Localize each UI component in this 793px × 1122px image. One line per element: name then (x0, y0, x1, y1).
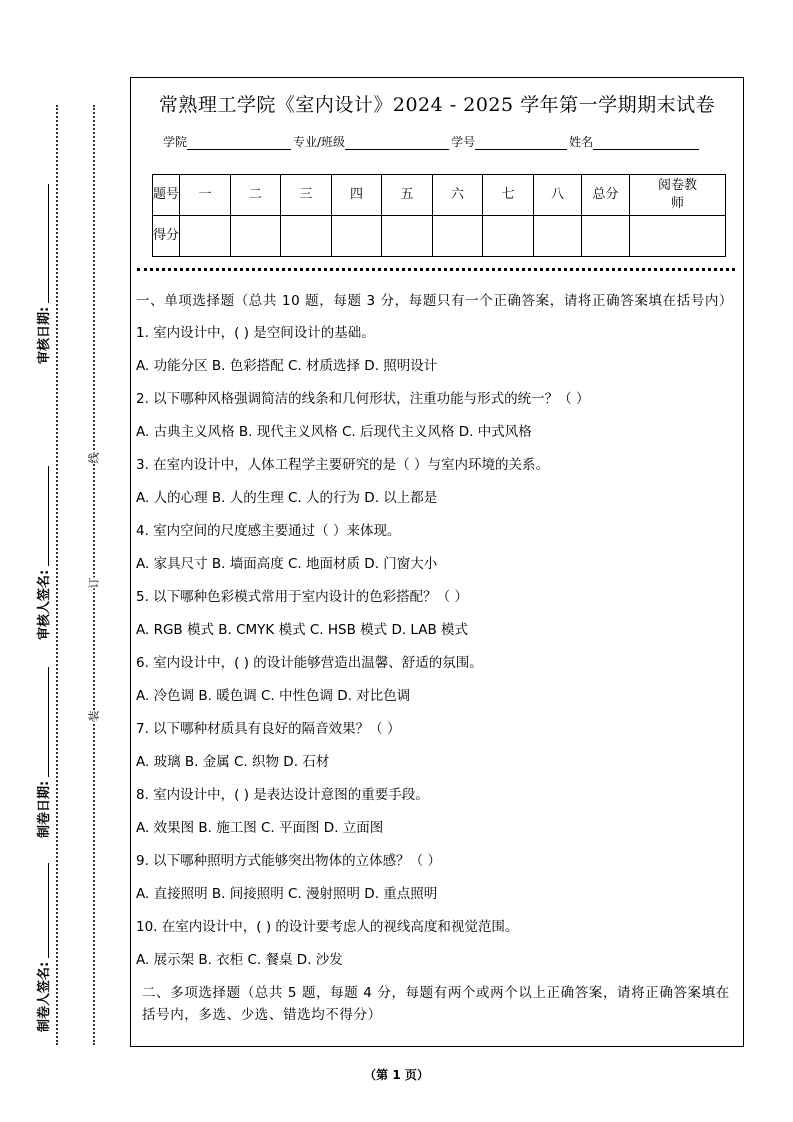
student-id-field[interactable] (475, 137, 567, 150)
question: 1. 室内设计中，( ) 是空间设计的基础。 (136, 325, 375, 341)
score-cell[interactable] (630, 216, 726, 257)
exam-title: 常熟理工学院《室内设计》2024 - 2025 学年第一学期期末试卷 (158, 94, 716, 116)
score-row-label: 得分 (153, 216, 180, 257)
question-options: A. 展示架 B. 衣柜 C. 餐桌 D. 沙发 (136, 952, 343, 968)
score-header-cell: 六 (433, 175, 483, 216)
binding-dotted-line-inner (93, 105, 95, 1045)
question: 6. 室内设计中，( ) 的设计能够营造出温馨、舒适的氛围。 (136, 655, 483, 671)
score-cell[interactable] (332, 216, 382, 257)
question-options: A. RGB 模式 B. CMYK 模式 C. HSB 模式 D. LAB 模式 (136, 622, 469, 638)
score-cell[interactable] (231, 216, 281, 257)
question: 4. 室内空间的尺度感主要通过（ ）来体现。 (136, 523, 401, 539)
score-cell[interactable] (281, 216, 332, 257)
question: 2. 以下哪种风格强调简洁的线条和几何形状，注重功能与形式的统一？（ ） (136, 391, 590, 407)
score-cell[interactable] (382, 216, 433, 257)
section-divider (137, 268, 735, 271)
score-header-cell: 一 (180, 175, 231, 216)
score-header-cell: 五 (382, 175, 433, 216)
section2-heading: 二、多项选择题（总共 5 题，每题 4 分，每题有两个或两个以上正确答案，请将正确答案填在括号内，多选、少选、错选均不得分） (142, 985, 730, 1023)
question: 9. 以下哪种照明方式能够突出物体的立体感？（ ） (136, 853, 441, 869)
student-id-label: 学号 (451, 135, 476, 149)
question: 10. 在室内设计中，( ) 的设计要考虑人的视线高度和视觉范围。 (136, 919, 519, 935)
binding-char-line: 线 (87, 452, 101, 464)
score-cell[interactable] (180, 216, 231, 257)
score-header-cell: 七 (483, 175, 534, 216)
score-cell[interactable] (433, 216, 483, 257)
reviewer-sign-label: 审核人签名: (32, 460, 52, 640)
page-number: （第 1 页） (364, 1068, 429, 1082)
score-header-cell: 题号 (153, 175, 180, 216)
question-options: A. 人的心理 B. 人的生理 C. 人的行为 D. 以上都是 (136, 490, 438, 506)
question-options: A. 冷色调 B. 暖色调 C. 中性色调 D. 对比色调 (136, 688, 411, 704)
score-cell[interactable] (534, 216, 582, 257)
score-cell[interactable] (582, 216, 630, 257)
question-options: A. 家具尺寸 B. 墙面高度 C. 地面材质 D. 门窗大小 (136, 556, 438, 572)
score-header-cell: 阅卷教师 (630, 175, 726, 216)
major-class-field[interactable] (345, 137, 449, 150)
section1-heading: 一、单项选择题（总共 10 题，每题 3 分，每题只有一个正确答案，请将正确答案填在括号内） (136, 293, 734, 309)
question-options: A. 直接照明 B. 间接照明 C. 漫射照明 D. 重点照明 (136, 886, 438, 902)
student-info-row (163, 133, 701, 150)
score-header-row (153, 175, 726, 216)
review-date-label: 审核日期: (32, 184, 52, 364)
major-class-label: 专业/班级 (293, 135, 346, 149)
score-cell[interactable] (483, 216, 534, 257)
score-value-row (153, 216, 726, 257)
name-label: 姓名 (569, 135, 594, 149)
question: 3. 在室内设计中，人体工程学主要研究的是（ ）与室内环境的关系。 (136, 457, 549, 473)
question-options: A. 功能分区 B. 色彩搭配 C. 材质选择 D. 照明设计 (136, 358, 438, 374)
make-date-label: 制卷日期: (32, 658, 52, 838)
question-options: A. 玻璃 B. 金属 C. 织物 D. 石材 (136, 754, 330, 770)
question-options: A. 效果图 B. 施工图 C. 平面图 D. 立面图 (136, 820, 384, 836)
question-options: A. 古典主义风格 B. 现代主义风格 C. 后现代主义风格 D. 中式风格 (136, 424, 532, 440)
question: 7. 以下哪种材质具有良好的隔音效果？（ ） (136, 721, 401, 737)
exam-frame (130, 77, 744, 1047)
exam-content (136, 290, 742, 1026)
score-table (152, 174, 726, 257)
binding-char-ding: 订 (87, 577, 101, 589)
score-header-cell: 八 (534, 175, 582, 216)
score-header-cell: 二 (231, 175, 281, 216)
question: 8. 室内设计中，( ) 是表达设计意图的重要手段。 (136, 787, 429, 803)
college-label: 学院 (163, 135, 188, 149)
score-header-cell: 总分 (582, 175, 630, 216)
binding-dotted-line-outer (56, 105, 58, 1045)
score-header-cell: 四 (332, 175, 382, 216)
college-field[interactable] (187, 137, 291, 150)
score-header-cell: 三 (281, 175, 332, 216)
question: 5. 以下哪种色彩模式常用于室内设计的色彩搭配？（ ） (136, 589, 468, 605)
name-field[interactable] (593, 137, 699, 150)
binding-char-zhuang: 装 (87, 710, 101, 722)
maker-sign-label: 制卷人签名: (32, 852, 52, 1032)
